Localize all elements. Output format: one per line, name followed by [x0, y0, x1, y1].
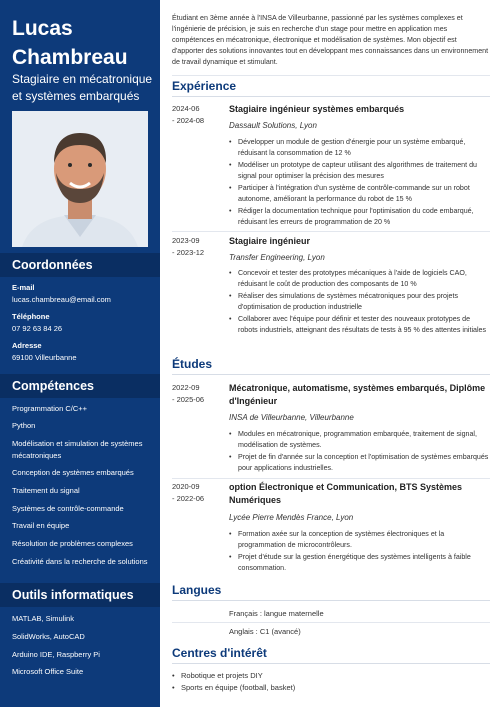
date-end: - 2025-06	[172, 395, 205, 404]
phone-label: Téléphone	[12, 312, 50, 321]
interest-item: • Sports en équipe (football, basket)	[172, 682, 472, 694]
job-subtitle	[12, 71, 157, 105]
edu-bullets	[229, 429, 489, 475]
job-date	[172, 235, 204, 259]
intro-paragraph: Étudiant en 3ème année à l'INSA de Villeurbanne, passionné par les systèmes complexes et l'ingénierie de précision, je suis en recherche d'un stage pour mettre en application mes compétences en mécatronique, électronique et modélisation de systèmes. Mon objectif est d'apporter des solutions innovantes tout en développant mes connaissances dans un environnement de travail dynamique et stimulant.	[172, 14, 489, 66]
job-company: Dassault Solutions, Lyon	[229, 121, 317, 130]
bullet-item: • Réaliser des simulations de systèmes mécatroniques pour des projets d'optimisation de production industrielle	[229, 291, 489, 313]
name-last: Chambreau	[12, 46, 128, 69]
job-title: Stagiaire ingénieur	[229, 236, 311, 246]
languages-heading: Langues	[172, 583, 490, 601]
interests-list	[172, 670, 472, 694]
email-value: lucas.chambreau@email.com	[12, 295, 111, 304]
address-label: Adresse	[12, 341, 42, 350]
interests-heading: Centres d'intérêt	[172, 646, 490, 664]
job-company: Transfer Engineering, Lyon	[229, 253, 325, 262]
divider	[172, 75, 490, 76]
date-end: - 2024-08	[172, 116, 205, 125]
date-end: - 2023-12	[172, 248, 205, 257]
bullet-item: • Participer à l'intégration d'un système de contrôle-commande sur un robot autonome, améliorant la performance du robot de 15 %	[229, 183, 489, 205]
bullet-item: • Rédiger la documentation technique pour l'optimisation du code embarqué, réduisant les erreurs de programmation de 20 %	[229, 206, 489, 228]
bullet-item: • Développer un module de gestion d'énergie pour un système embarqué, réduisant la consommation de 12 %	[229, 137, 489, 159]
date-end: - 2022-06	[172, 494, 205, 503]
edu-title: option Électronique et Communication, BTS Systèmes Numériques	[229, 482, 463, 505]
edu-school: Lycée Pierre Mendès France, Lyon	[229, 513, 354, 522]
skill-item: Conception de systèmes embarqués	[12, 468, 134, 477]
candidate-name	[12, 14, 152, 72]
bullet-item: • Modules en mécatronique, programmation embarquée, traitement de signal, modélisation de systèmes.	[229, 429, 489, 451]
job-title: Stagiaire ingénieur systèmes embarqués	[229, 104, 405, 114]
email-label: E-mail	[12, 283, 35, 292]
bullet-item: • Projet de fin d'année sur la conception et l'optimisation de systèmes embarqués pour applications industrielles.	[229, 452, 489, 474]
edu-school: INSA de Villeurbanne, Villeurbanne	[229, 413, 354, 422]
skill-item: Modélisation et simulation de systèmes mécatroniques	[12, 439, 143, 460]
job-date	[172, 103, 204, 127]
date-start: 2024-06	[172, 104, 200, 113]
divider	[172, 478, 490, 479]
experience-heading: Expérience	[172, 79, 490, 97]
edu-date	[172, 481, 204, 505]
job-bullets	[229, 137, 489, 229]
bullet-item: • Concevoir et tester des prototypes mécaniques à l'aide de logiciels CAO, réduisant le coût de production des composants de 10 %	[229, 268, 489, 290]
tools-heading: Outils informatiques	[0, 583, 160, 607]
tool-item: SolidWorks, AutoCAD	[12, 632, 85, 641]
date-start: 2022-09	[172, 383, 200, 392]
bullet-item: • Modéliser un prototype de capteur utilisant des algorithmes de traitement du signal pour optimiser la précision des mesures	[229, 160, 489, 182]
profile-photo	[12, 111, 148, 247]
sidebar	[0, 0, 160, 707]
name-first: Lucas	[12, 17, 73, 40]
skill-item: Python	[12, 421, 36, 430]
skill-item: Systèmes de contrôle-commande	[12, 504, 124, 513]
date-start: 2020-09	[172, 482, 200, 491]
subtitle-line: Stagiaire en mécatronique	[12, 72, 153, 86]
edu-bullets	[229, 529, 489, 575]
tool-item: Arduino IDE, Raspberry Pi	[12, 650, 100, 659]
tool-item: Microsoft Office Suite	[12, 667, 84, 676]
education-heading: Études	[172, 357, 490, 375]
interest-item: • Robotique et projets DIY	[172, 670, 472, 682]
edu-date	[172, 382, 204, 406]
skill-item: Résolution de problèmes complexes	[12, 539, 133, 548]
subtitle-line: et systèmes embarqués	[12, 89, 140, 103]
divider	[172, 231, 490, 232]
skill-item: Créativité dans la recherche de solutions	[12, 557, 148, 566]
bullet-item: • Collaborer avec l'équipe pour définir et tester des nouveaux prototypes de robots industriels, atteignant des résultats de tests à 95 % des attentes initiales	[229, 314, 489, 336]
bullet-item: • Projet d'étude sur la gestion énergétique des systèmes intelligents à faible consommation.	[229, 552, 489, 574]
edu-title: Mécatronique, automatisme, systèmes embarqués, Diplôme d'Ingénieur	[229, 383, 486, 406]
bullet-item: • Formation axée sur la conception de systèmes électroniques et la programmation de microcontrôleurs.	[229, 529, 489, 551]
language-item: Anglais : C1 (avancé)	[229, 627, 301, 636]
address-value: 69100 Villeurbanne	[12, 353, 77, 362]
skill-item: Travail en équipe	[12, 521, 70, 530]
divider	[172, 622, 490, 623]
job-bullets	[229, 268, 489, 337]
skills-heading: Compétences	[0, 374, 160, 398]
language-item: Français : langue maternelle	[229, 609, 324, 618]
skill-item: Traitement du signal	[12, 486, 80, 495]
date-start: 2023-09	[172, 236, 200, 245]
skill-item: Programmation C/C++	[12, 404, 88, 413]
contact-heading: Coordonnées	[0, 253, 160, 277]
tool-item: MATLAB, Simulink	[12, 614, 74, 623]
phone-value: 07 92 63 84 26	[12, 324, 63, 333]
portrait-image	[12, 111, 148, 247]
